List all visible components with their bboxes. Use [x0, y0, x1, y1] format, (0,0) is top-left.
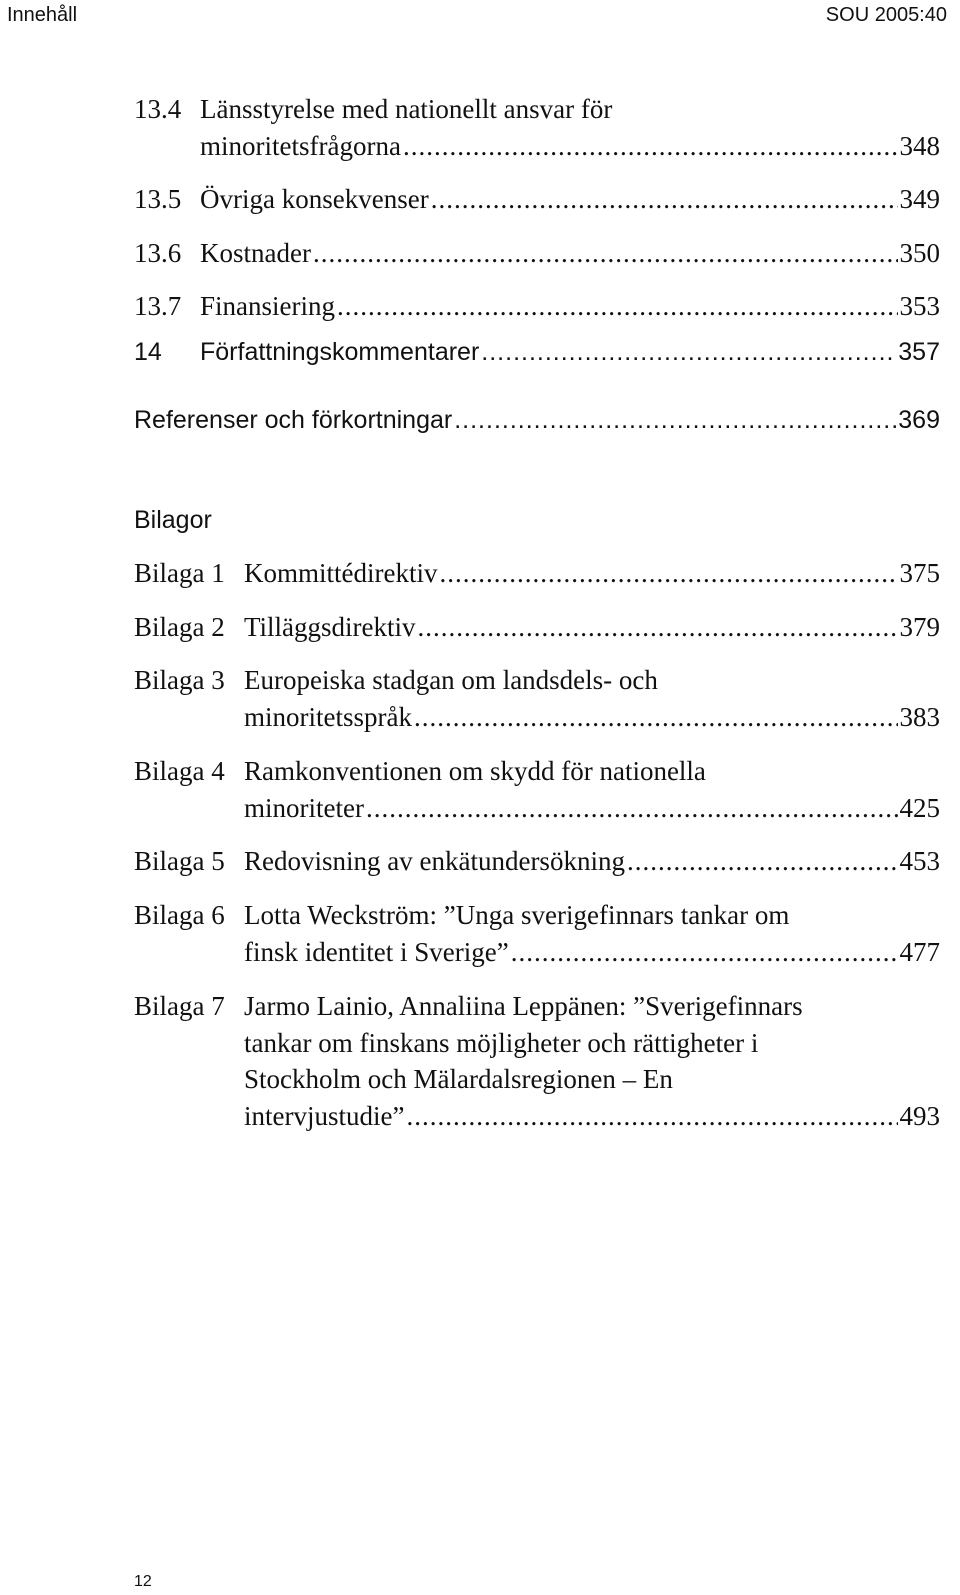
toc-entry-number: 13.5: [134, 184, 182, 214]
toc-entry-number: Bilaga 5: [134, 846, 225, 876]
toc-entry-number: Bilaga 6: [134, 900, 225, 930]
toc-entry-bilaga-7-line3: [134, 1064, 940, 1095]
toc-entry-bilaga-2[interactable]: [134, 612, 940, 643]
toc-entry-13-5[interactable]: [134, 184, 940, 215]
toc-entry-bilaga-6-line1: [134, 900, 940, 931]
toc-entry-page: 369: [898, 406, 940, 434]
leader-dots: [431, 184, 898, 215]
toc-entry-bilaga-4[interactable]: [134, 793, 940, 824]
leader-dots: [414, 702, 898, 733]
running-header-section: Innehåll: [7, 4, 78, 26]
toc-entry-title-line: Jarmo Lainio, Annaliina Leppänen: ”Sverigefinnars: [244, 991, 803, 1021]
toc-entry-title: minoritetsfrågorna: [200, 131, 401, 161]
toc-entry-bilaga-4-line1: [134, 756, 940, 787]
toc-entry-bilaga-6[interactable]: [134, 937, 940, 968]
toc-entry-bilaga-7-line1: [134, 991, 940, 1022]
toc-entry-number: 13.6: [134, 238, 182, 268]
toc-entry-title-line: Europeiska stadgan om landsdels- och: [244, 665, 658, 695]
toc-entry-page: 477: [899, 937, 940, 967]
toc-entry-page: 375: [899, 558, 940, 588]
page-number: 12: [134, 1573, 152, 1590]
toc-entry-references[interactable]: [134, 406, 940, 435]
leader-dots: [418, 612, 898, 643]
toc-entry-page: 348: [899, 131, 940, 161]
toc-entry-title-line: Stockholm och Mälardalsregionen – En: [244, 1064, 673, 1094]
toc-entry-title-line: Lotta Weckström: ”Unga sverigefinnars tankar om: [244, 900, 790, 930]
toc-entry-title: Övriga konsekvenser: [200, 184, 429, 214]
running-header-document-id: SOU 2005:40: [825, 4, 947, 26]
toc-entry-13-4[interactable]: [134, 131, 940, 162]
toc-entry-page: 425: [899, 793, 940, 823]
toc-entry-chapter-14[interactable]: [134, 338, 940, 367]
bilagor-heading: Bilagor: [134, 506, 212, 534]
toc-entry-page: 353: [899, 291, 940, 321]
toc-entry-page: 349: [899, 184, 940, 214]
toc-entry-title-line: tankar om finskans möjligheter och rättigheter i: [244, 1028, 759, 1058]
toc-entry-title: finsk identitet i Sverige”: [244, 937, 509, 967]
toc-entry-13-7[interactable]: [134, 291, 940, 322]
toc-entry-number: Bilaga 7: [134, 991, 225, 1021]
toc-entry-title: minoritetsspråk: [244, 702, 412, 732]
toc-entry-title: minoriteter: [244, 793, 364, 823]
leader-dots: [439, 558, 897, 589]
leader-dots: [454, 406, 896, 435]
toc-entry-bilaga-5[interactable]: [134, 846, 940, 877]
toc-entry-title-line: Länsstyrelse med nationellt ansvar för: [200, 94, 613, 124]
toc-entry-number: Bilaga 2: [134, 612, 225, 642]
toc-entry-bilaga-7-line2: [134, 1028, 940, 1059]
toc-entry-number: 13.7: [134, 291, 182, 321]
leader-dots: [511, 937, 898, 968]
toc-entry-title: Författningskommentarer: [200, 338, 480, 366]
leader-dots: [403, 131, 898, 162]
toc-entry-13-6[interactable]: [134, 238, 940, 269]
toc-entry-page: 383: [899, 702, 940, 732]
toc-entry-bilaga-7[interactable]: [134, 1101, 940, 1132]
toc-entry-title: intervjustudie”: [244, 1101, 405, 1131]
toc-entry-title-line: Ramkonventionen om skydd för nationella: [244, 756, 706, 786]
toc-entry-page: 379: [899, 612, 940, 642]
leader-dots: [627, 846, 898, 877]
toc-entry-number: Bilaga 3: [134, 665, 225, 695]
toc-entry-page: 453: [899, 846, 940, 876]
toc-entry-number: 14: [134, 338, 162, 366]
toc-entry-number: Bilaga 4: [134, 756, 225, 786]
leader-dots: [481, 338, 896, 367]
toc-entry-number: Bilaga 1: [134, 558, 225, 588]
toc-entry-bilaga-3[interactable]: [134, 702, 940, 733]
leader-dots: [337, 291, 898, 322]
leader-dots: [313, 238, 898, 269]
toc-entry-bilaga-1[interactable]: [134, 558, 940, 589]
toc-entry-bilaga-3-line1: [134, 665, 940, 696]
toc-entry-13-4-line1: [134, 94, 940, 125]
toc-entry-title: Kommittédirektiv: [244, 558, 438, 588]
toc-entry-title: Tilläggsdirektiv: [244, 612, 416, 642]
toc-entry-number: 13.4: [134, 94, 182, 124]
toc-entry-page: 357: [898, 338, 940, 366]
leader-dots: [366, 793, 898, 824]
leader-dots: [406, 1101, 897, 1132]
toc-entry-title: Finansiering: [200, 291, 335, 321]
toc-entry-title: Referenser och förkortningar: [134, 406, 453, 434]
toc-entry-title: Kostnader: [200, 238, 311, 268]
toc-entry-page: 493: [899, 1101, 940, 1131]
toc-entry-title: Redovisning av enkätundersökning: [244, 846, 625, 876]
toc-entry-page: 350: [899, 238, 940, 268]
